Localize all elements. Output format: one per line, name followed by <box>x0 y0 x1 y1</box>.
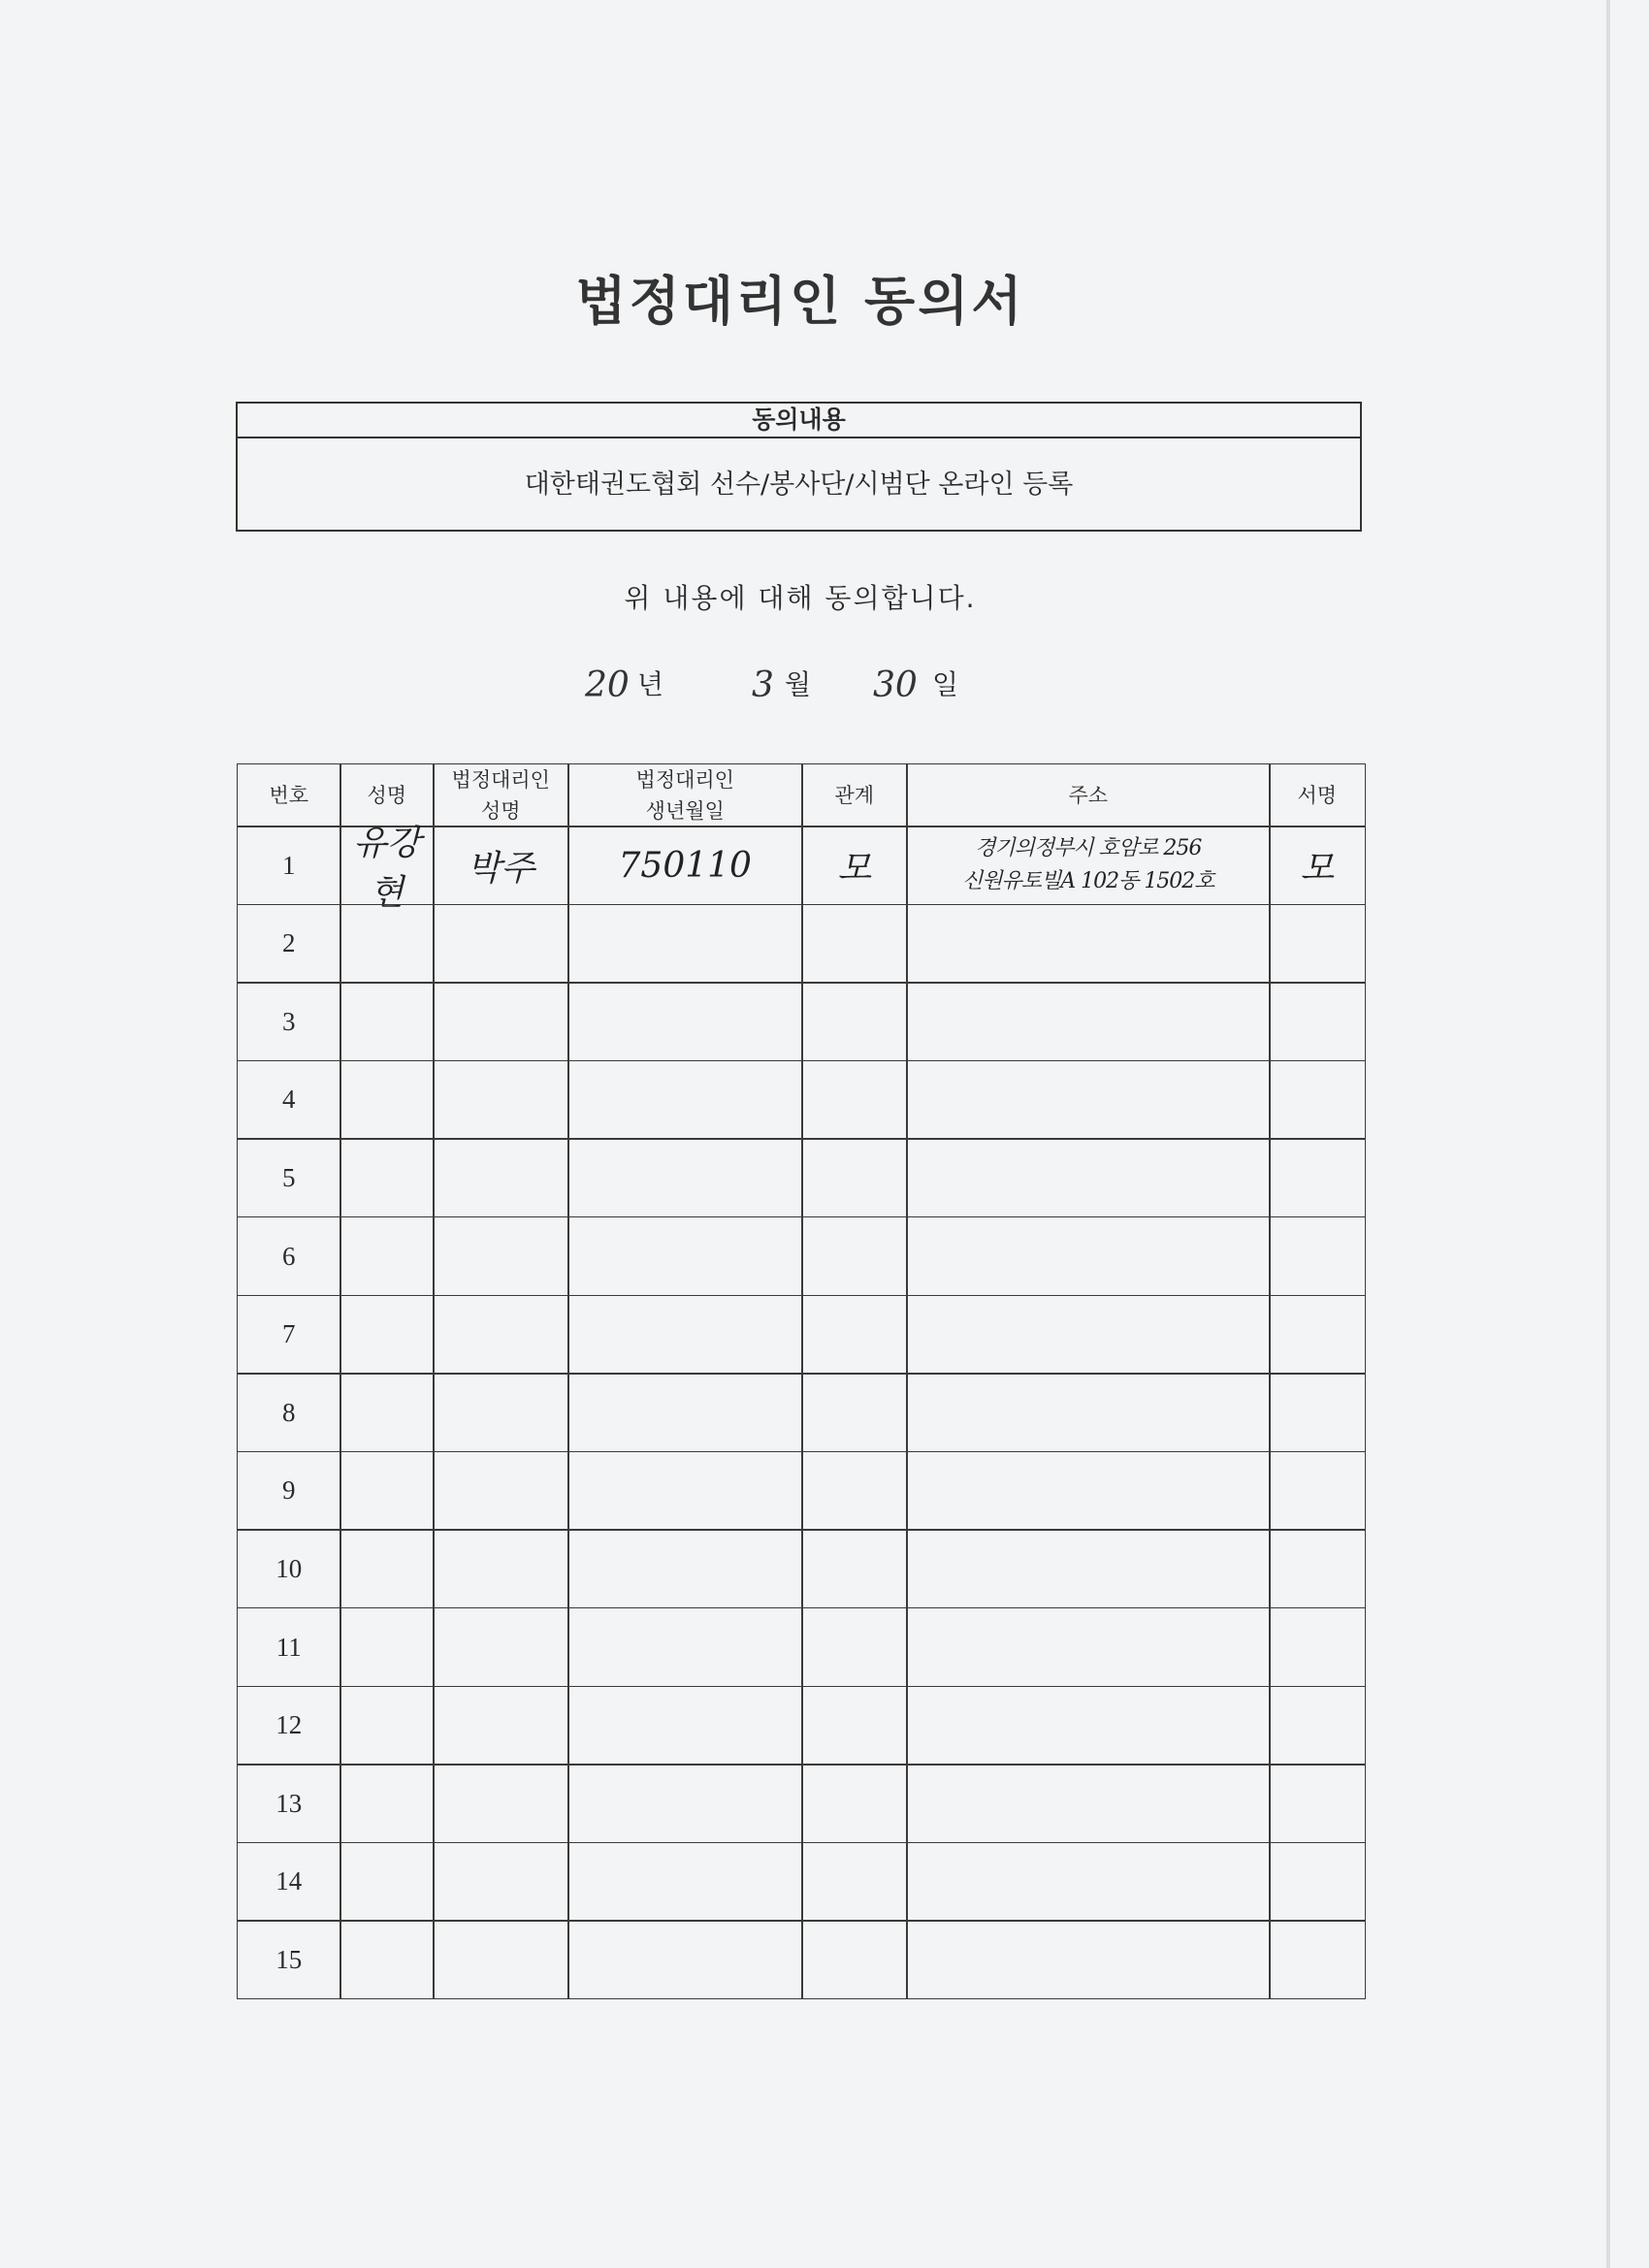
address-cell[interactable] <box>906 1373 1271 1452</box>
row-number-cell <box>237 982 341 1061</box>
address-cell[interactable] <box>906 1920 1271 1999</box>
signature-cell[interactable] <box>1269 1686 1366 1766</box>
guardian-name-cell[interactable] <box>433 1295 569 1375</box>
guardian-name-cell[interactable] <box>433 1216 569 1296</box>
guardian-birthdate-cell[interactable] <box>567 1764 803 1843</box>
guardian-consent-table <box>237 763 1364 1998</box>
address-cell[interactable] <box>906 982 1271 1061</box>
address-cell[interactable] <box>906 1295 1271 1375</box>
guardian-birthdate-cell[interactable] <box>567 826 803 905</box>
relation-cell[interactable] <box>801 1451 908 1531</box>
date-year-unit: 년 <box>637 668 664 700</box>
header-guardian-name-line-1: 법정대리인 <box>451 767 550 792</box>
row-number-cell <box>237 1764 341 1843</box>
relation-cell[interactable] <box>801 1686 908 1766</box>
row-number-cell <box>237 826 341 905</box>
signature-cell[interactable] <box>1269 1295 1366 1375</box>
row-number: 10 <box>275 1553 303 1583</box>
guardian-name-handwritten: 박주 <box>467 848 535 889</box>
row-number: 7 <box>282 1319 296 1349</box>
header-signature-line-1: 서명 <box>1297 783 1338 807</box>
guardian-birthdate-cell[interactable] <box>567 1138 803 1217</box>
guardian-birthdate-cell[interactable] <box>567 1529 803 1608</box>
name-cell[interactable] <box>340 1920 435 1999</box>
header-name-line-1: 성명 <box>367 783 407 807</box>
relation-cell[interactable] <box>801 1216 908 1296</box>
name-cell[interactable] <box>340 904 435 984</box>
relation-cell[interactable] <box>801 904 908 984</box>
signature-cell[interactable] <box>1269 1842 1366 1922</box>
relation-cell[interactable] <box>801 1764 908 1843</box>
relation-cell[interactable] <box>801 826 908 905</box>
guardian-name-cell[interactable] <box>433 904 569 984</box>
signature-cell[interactable] <box>1269 982 1366 1061</box>
signature-cell[interactable] <box>1269 1529 1366 1608</box>
date-year-handwritten: 20 <box>585 665 630 705</box>
row-number-cell <box>237 1295 341 1375</box>
name-cell[interactable] <box>340 982 435 1061</box>
row-number-cell <box>237 1216 341 1296</box>
header-guardian-name-line-2: 성명 <box>480 798 521 823</box>
guardian-name-cell[interactable] <box>433 1373 569 1452</box>
row-number: 14 <box>275 1866 303 1896</box>
header-relation-line-1: 관계 <box>834 783 875 807</box>
paper-edge <box>1606 0 1610 2268</box>
address-cell[interactable] <box>906 1842 1271 1922</box>
address-cell[interactable] <box>906 1686 1271 1766</box>
relation-cell[interactable] <box>801 1607 908 1687</box>
date-day-handwritten: 30 <box>873 665 918 705</box>
relation-cell[interactable] <box>801 1373 908 1452</box>
guardian-name-cell[interactable] <box>433 1529 569 1608</box>
header-signature <box>1269 763 1366 827</box>
name-cell[interactable] <box>340 1216 435 1296</box>
header-guardian-birthdate <box>567 763 803 827</box>
row-number: 15 <box>275 1944 303 1974</box>
name-cell[interactable] <box>340 1373 435 1452</box>
row-number-cell <box>237 1842 341 1922</box>
guardian-name-cell[interactable] <box>433 826 569 905</box>
date-month-handwritten: 3 <box>752 665 774 705</box>
row-number: 11 <box>275 1632 302 1662</box>
address-cell[interactable] <box>906 1216 1271 1296</box>
row-number-cell <box>237 1138 341 1217</box>
signature-cell[interactable] <box>1269 1216 1366 1296</box>
row-number-cell <box>237 1060 341 1140</box>
row-number: 13 <box>275 1788 303 1818</box>
relation-handwritten: 모 <box>837 848 872 889</box>
guardian-name-cell[interactable] <box>433 1060 569 1140</box>
name-cell[interactable] <box>340 1060 435 1140</box>
consent-content-header: 동의내용 <box>238 404 1360 438</box>
row-number: 8 <box>282 1397 296 1427</box>
name-cell[interactable] <box>340 1764 435 1843</box>
signature-cell[interactable] <box>1269 1764 1366 1843</box>
address-cell[interactable] <box>906 1607 1271 1687</box>
guardian-birthdate-cell[interactable] <box>567 1295 803 1375</box>
guardian-name-cell[interactable] <box>433 1764 569 1843</box>
relation-cell[interactable] <box>801 1060 908 1140</box>
date-day-unit: 일 <box>932 668 959 700</box>
guardian-birthdate-cell[interactable] <box>567 1842 803 1922</box>
name-cell[interactable] <box>340 824 435 914</box>
address-cell[interactable] <box>906 1138 1271 1217</box>
row-number-cell <box>237 1686 341 1766</box>
row-number: 5 <box>282 1162 296 1192</box>
name-cell[interactable] <box>340 1686 435 1766</box>
row-number-cell <box>237 1920 341 1999</box>
guardian-name-cell[interactable] <box>433 982 569 1061</box>
header-address <box>906 763 1271 827</box>
row-number: 1 <box>282 850 296 880</box>
guardian-birthdate-cell[interactable] <box>567 1607 803 1687</box>
name-cell[interactable] <box>340 1138 435 1217</box>
address-cell[interactable] <box>906 1451 1271 1531</box>
relation-cell[interactable] <box>801 1138 908 1217</box>
row-number: 4 <box>282 1085 296 1115</box>
name-cell[interactable] <box>340 1451 435 1531</box>
guardian-name-cell[interactable] <box>433 1138 569 1217</box>
signature-cell[interactable] <box>1269 904 1366 984</box>
row-number: 6 <box>282 1241 296 1271</box>
address-cell[interactable] <box>906 1529 1271 1608</box>
guardian-birthdate-cell[interactable] <box>567 1451 803 1531</box>
header-guardian-birthdate-line-1: 법정대리인 <box>635 767 734 792</box>
guardian-name-cell[interactable] <box>433 1920 569 1999</box>
address-line-1: 경기의정부시 호암로 256 <box>975 836 1202 861</box>
header-address-line-1: 주소 <box>1068 783 1109 807</box>
row-number-cell <box>237 1607 341 1687</box>
row-number-cell <box>237 1373 341 1452</box>
guardian-birthdate-cell[interactable] <box>567 1216 803 1296</box>
address-line-2: 신원유토빌A 102동 1502호 <box>961 869 1214 894</box>
guardian-name-cell[interactable] <box>433 1607 569 1687</box>
address-cell[interactable] <box>906 1764 1271 1843</box>
agreement-statement: 위 내용에 대해 동의합니다. <box>624 582 977 614</box>
signature-handwritten: 모 <box>1300 848 1335 889</box>
row-number: 12 <box>275 1710 303 1740</box>
relation-cell[interactable] <box>801 1842 908 1922</box>
signature-cell[interactable] <box>1269 1451 1366 1531</box>
guardian-birthdate-cell[interactable] <box>567 1373 803 1452</box>
signature-cell[interactable] <box>1269 1607 1366 1687</box>
address-cell[interactable] <box>906 904 1271 984</box>
signature-cell[interactable] <box>1269 1920 1366 1999</box>
row-number-cell <box>237 904 341 984</box>
name-cell[interactable] <box>340 1842 435 1922</box>
address-cell[interactable] <box>906 1060 1271 1140</box>
relation-cell[interactable] <box>801 1920 908 1999</box>
consent-content-box <box>236 402 1362 532</box>
header-no <box>237 763 341 827</box>
header-guardian-birthdate-line-2: 생년월일 <box>645 798 725 823</box>
signature-cell[interactable] <box>1269 826 1366 905</box>
consent-content-body: 대한태권도협회 선수/봉사단/시범단 온라인 등록 <box>524 470 1074 500</box>
row-number: 3 <box>282 1006 296 1036</box>
guardian-birthdate-cell[interactable] <box>567 904 803 984</box>
header-guardian-name <box>433 763 569 827</box>
row-number-cell <box>237 1529 341 1608</box>
name-handwritten: 유강현 <box>352 824 421 914</box>
guardian-name-cell[interactable] <box>433 1686 569 1766</box>
signature-cell[interactable] <box>1269 1373 1366 1452</box>
row-number: 2 <box>282 928 296 958</box>
name-cell[interactable] <box>340 1295 435 1375</box>
relation-cell[interactable] <box>801 982 908 1061</box>
name-cell[interactable] <box>340 1529 435 1608</box>
name-cell[interactable] <box>340 1607 435 1687</box>
header-no-line-1: 번호 <box>269 783 309 807</box>
signature-cell[interactable] <box>1269 1060 1366 1140</box>
guardian-birthdate-cell[interactable] <box>567 1920 803 1999</box>
date-month-unit: 월 <box>785 668 812 700</box>
header-relation <box>801 763 908 827</box>
date-line <box>0 658 1600 706</box>
guardian-birthdate-cell[interactable] <box>567 982 803 1061</box>
address-cell[interactable] <box>906 826 1271 905</box>
guardian-birthdate-cell[interactable] <box>567 1060 803 1140</box>
row-number: 9 <box>282 1475 296 1506</box>
guardian-birthdate-handwritten: 750110 <box>618 845 752 886</box>
relation-cell[interactable] <box>801 1529 908 1608</box>
guardian-name-cell[interactable] <box>433 1451 569 1531</box>
row-number-cell <box>237 1451 341 1531</box>
document-title: 법정대리인 동의서 <box>575 271 1025 332</box>
relation-cell[interactable] <box>801 1295 908 1375</box>
guardian-name-cell[interactable] <box>433 1842 569 1922</box>
guardian-birthdate-cell[interactable] <box>567 1686 803 1766</box>
signature-cell[interactable] <box>1269 1138 1366 1217</box>
